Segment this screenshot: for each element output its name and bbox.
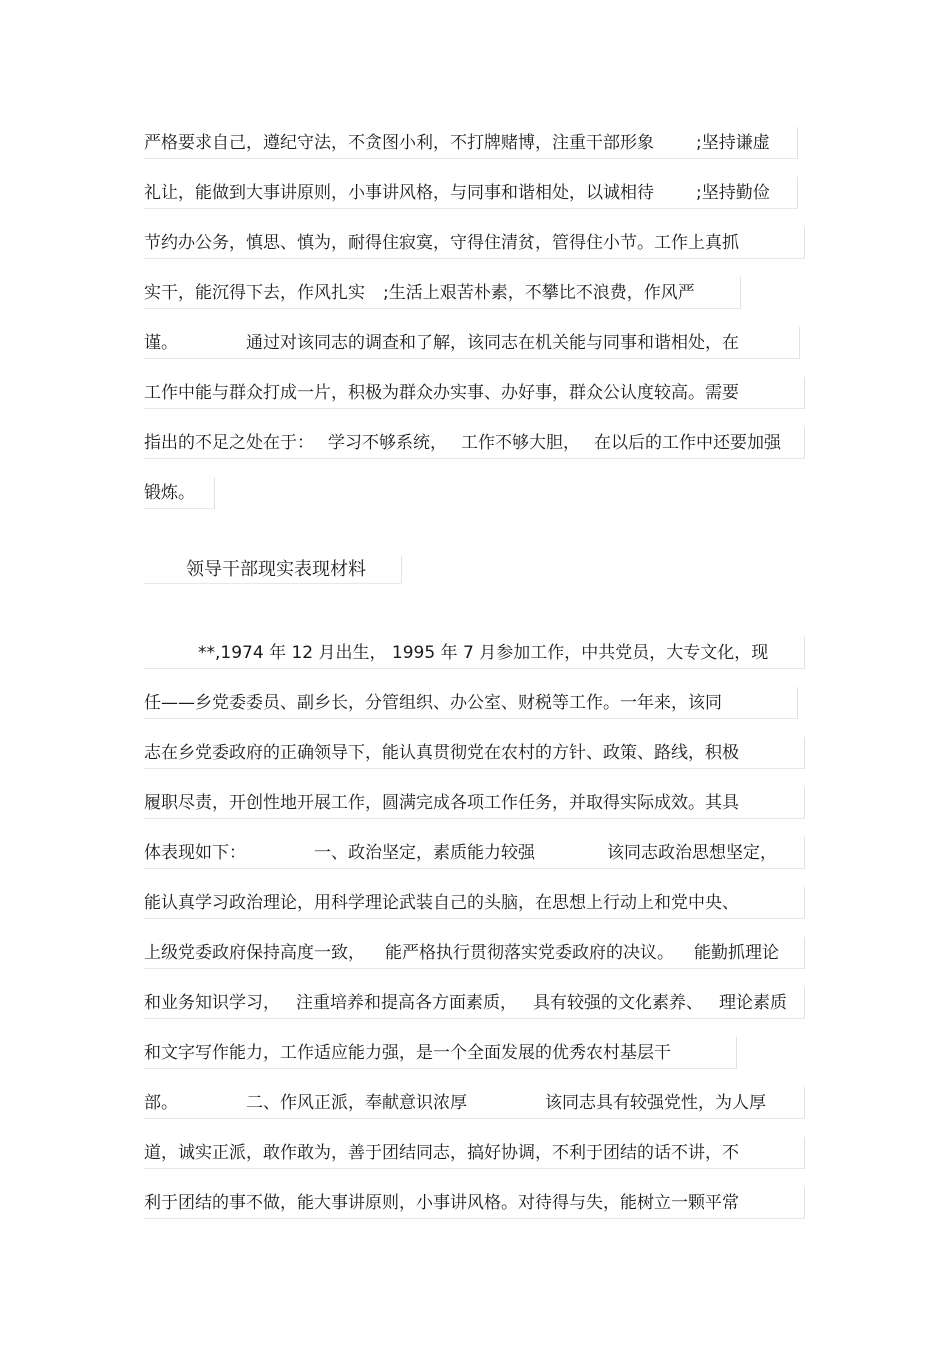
text-segment: 理论素质 [719,993,787,1013]
text-line [144,637,805,669]
text-segment: 节约办公务，慎思、慎为，耐得住寂寞，守得住清贫，管得住小节。工作上真抓 [144,233,739,253]
text-segment: 能认真学习政治理论，用科学理论武装自己的头脑，在思想上行动上和党中央、 [144,893,739,913]
text-segment: 二、作风正派，奉献意识浓厚 [246,1093,467,1113]
text-line [144,177,798,209]
text-segment: 该同志具有较强党性，为人厚 [545,1093,766,1113]
text-segment: 部。 [144,1093,178,1113]
text-segment: 学习不够系统， [328,433,447,453]
text-line [144,937,805,969]
text-segment: **,1974 年 12 月出生， 1995 年 7 月参加工作，中共党员，大专文化，现 [198,643,769,663]
text-line [144,1137,805,1169]
text-line [144,477,215,509]
text-segment: ;生活上艰苦朴素，不攀比不浪费，作风严 [383,283,695,303]
text-segment: 该同志政治思想坚定， [607,843,777,863]
text-segment: 能严格执行贯彻落实党委政府的决议。 [385,943,674,963]
text-line [144,377,805,409]
text-segment: 锻炼。 [144,483,195,503]
text-line [144,987,805,1019]
text-segment: 工作不够大胆， [461,433,580,453]
text-line [144,1087,805,1119]
text-segment: 利于团结的事不做，能大事讲原则，小事讲风格。对待得与失，能树立一颗平常 [144,1193,739,1213]
text-segment: 注重培养和提高各方面素质， [296,993,517,1013]
text-line [144,787,805,819]
text-segment: 在以后的工作中还要加强 [594,433,781,453]
text-segment: 体表现如下： [144,843,246,863]
text-line [144,1187,805,1219]
text-segment: 严格要求自己，遵纪守法，不贪图小利，不打牌赌博，注重干部形象 [144,133,654,153]
text-line [144,127,798,159]
text-line [144,737,805,769]
text-segment: 道，诚实正派，敢作敢为，善于团结同志，搞好协调，不利于团结的话不讲，不 [144,1143,739,1163]
text-line [144,327,800,359]
text-line [144,837,805,869]
text-segment: ;坚持谦虚 [696,133,770,153]
text-segment: 礼让，能做到大事讲原则，小事讲风格，与同事和谐相处，以诚相待 [144,183,654,203]
text-line [144,427,805,459]
section-heading: 领导干部现实表现材料 [144,556,402,584]
text-segment: 能勤抓理论 [694,943,779,963]
text-segment: 谨。 [144,333,178,353]
text-line [144,887,805,919]
text-segment: 和文字写作能力，工作适应能力强，是一个全面发展的优秀农村基层干 [144,1043,671,1063]
text-segment: 指出的不足之处在于： [144,433,314,453]
text-segment: 通过对该同志的调查和了解，该同志在机关能与同事和谐相处，在 [246,333,739,353]
text-segment: 实干，能沉得下去，作风扎实 [144,283,365,303]
text-segment: 工作中能与群众打成一片，积极为群众办实事、办好事，群众公认度较高。需要 [144,383,739,403]
text-segment: 一、政治坚定，素质能力较强 [314,843,535,863]
text-line [144,227,805,259]
text-line [144,277,741,309]
text-segment: 履职尽责，开创性地开展工作，圆满完成各项工作任务，并取得实际成效。其具 [144,793,739,813]
text-segment: 任——乡党委委员、副乡长，分管组织、办公室、财税等工作。一年来，该同 [144,693,722,713]
text-segment: 志在乡党委政府的正确领导下，能认真贯彻党在农村的方针、政策、路线，积极 [144,743,739,763]
text-line [144,687,798,719]
text-line [144,1037,737,1069]
text-segment: 具有较强的文化素养、 [533,993,703,1013]
text-segment: 上级党委政府保持高度一致， [144,943,365,963]
text-segment: ;坚持勤俭 [696,183,770,203]
text-segment: 和业务知识学习， [144,993,280,1013]
